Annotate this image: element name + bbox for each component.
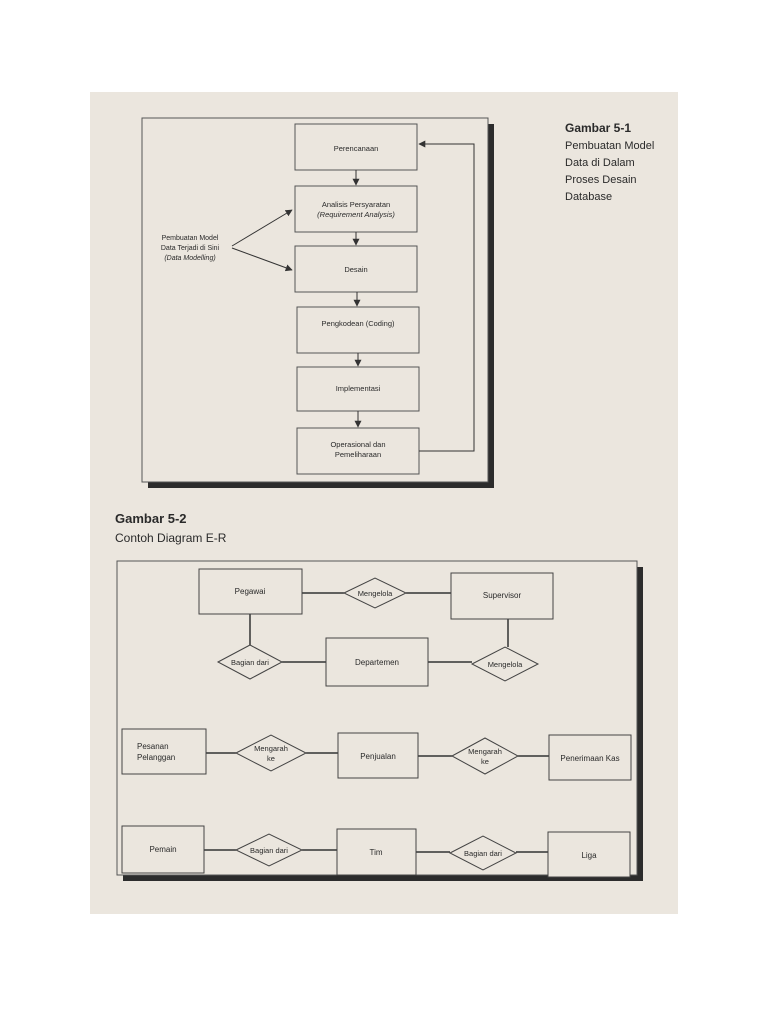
- entity-departemen: [326, 638, 428, 686]
- figure-5-1-caption: [565, 121, 654, 203]
- figure-5-2-caption: [115, 511, 227, 545]
- entity-penjualan: [338, 733, 418, 778]
- entity-label: Pegawai: [234, 587, 266, 596]
- step-label: Perencanaan: [333, 144, 379, 153]
- relationship-label: Mengelola: [357, 589, 393, 598]
- data-modelling-note: [161, 235, 220, 262]
- flow-step-desain: [295, 246, 417, 292]
- note-line2: Data Terjadi di Sini: [160, 245, 220, 252]
- step-label-line1: Analisis Persyaratan: [321, 200, 391, 209]
- entity-label: Supervisor: [482, 591, 522, 600]
- flow-step-pengkodean: [297, 307, 419, 353]
- entity-supervisor: [451, 573, 553, 619]
- caption-line: Database: [565, 191, 613, 203]
- caption-line: Proses Desain: [565, 174, 637, 186]
- entity-label: Tim: [369, 848, 383, 857]
- relationship-label-line1: Mengarah: [468, 747, 502, 756]
- entity-liga: [548, 832, 630, 877]
- entity-label: Liga: [581, 851, 597, 860]
- entity-penerimaan-kas: [549, 735, 631, 780]
- caption-line: Pembuatan Model: [565, 140, 655, 152]
- step-label-line2: (Requirement Analysis): [317, 210, 395, 219]
- relationship-label-line2: ke: [481, 757, 489, 766]
- step-label: Desain: [344, 265, 368, 274]
- step-label: Implementasi: [335, 384, 381, 393]
- relationship-label-line2: ke: [267, 754, 275, 763]
- flow-step-operasional: [297, 428, 419, 474]
- note-line1: Pembuatan Model: [161, 235, 219, 242]
- relationship-label: Bagian dari: [250, 846, 288, 855]
- entity-label: Penjualan: [360, 752, 396, 761]
- figure-5-1: [142, 118, 654, 488]
- note-line3: (Data Modelling): [164, 255, 216, 262]
- step-label-line1: Operasional dan: [330, 440, 386, 449]
- entity-tim: [337, 829, 416, 875]
- step-label-line2: Pemeliharaan: [334, 450, 382, 459]
- relationship-label: Bagian dari: [231, 658, 269, 667]
- caption-line: Data di Dalam: [565, 157, 635, 169]
- caption-number: Gambar 5-2: [115, 511, 187, 526]
- relationship-label-line1: Mengarah: [254, 744, 288, 753]
- caption-number: Gambar 5-1: [565, 121, 632, 135]
- entity-pegawai: [199, 569, 302, 614]
- figure-5-1-frame: [142, 118, 488, 482]
- entity-label-line1: Pesanan: [137, 742, 169, 751]
- flow-step-perencanaan: [295, 124, 417, 170]
- flow-step-implementasi: [297, 367, 419, 411]
- entity-pesanan-pelanggan: [122, 729, 206, 774]
- entity-label: Penerimaan Kas: [560, 754, 620, 763]
- entity-label-line2: Pelanggan: [137, 753, 176, 762]
- caption-title: Contoh Diagram E-R: [115, 531, 227, 545]
- entity-label: Departemen: [354, 658, 400, 667]
- relationship-label: Mengelola: [487, 660, 523, 669]
- relationship-label: Bagian dari: [464, 849, 502, 858]
- entity-label: Pemain: [149, 845, 177, 854]
- flow-step-analisis-persyaratan: [295, 186, 417, 232]
- entity-pemain: [122, 826, 204, 873]
- step-label: Pengkodean (Coding): [321, 319, 395, 328]
- figure-5-2: [115, 511, 643, 881]
